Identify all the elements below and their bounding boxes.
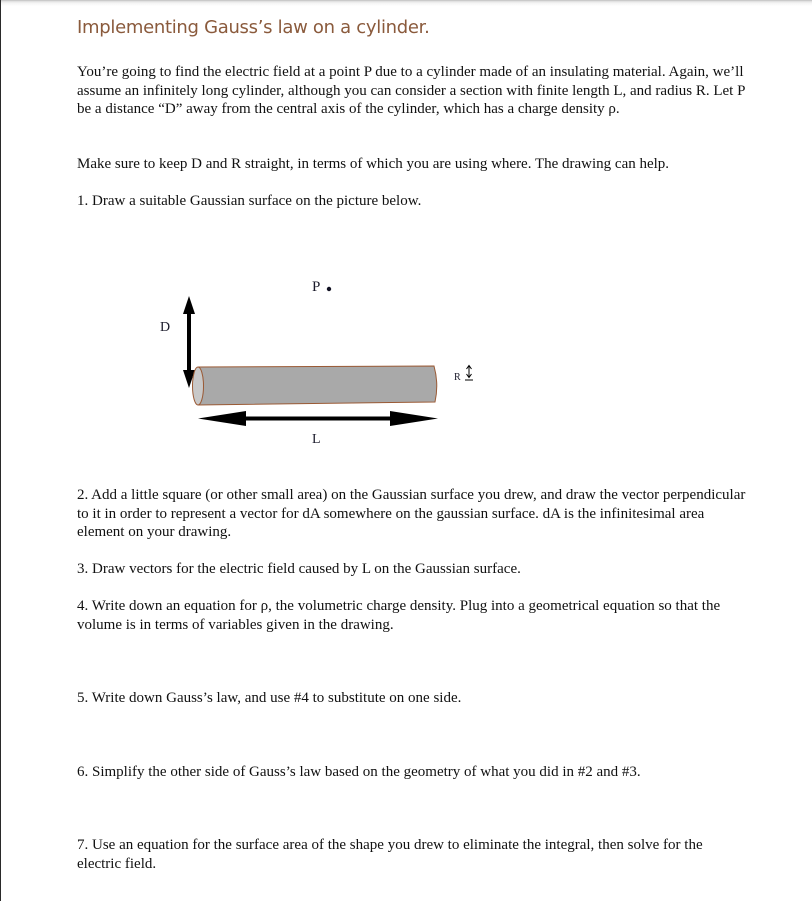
- radius-arrow-icon: [465, 366, 473, 381]
- distance-d-label: D: [160, 320, 171, 335]
- radius-r-label: R: [454, 372, 461, 383]
- point-p-dot: [327, 287, 331, 291]
- step-6: 6. Simplify the other side of Gauss’s law based on the geometry of what you did in #2 and #3.: [77, 764, 641, 780]
- step-7: 7. Use an equation for the surface area of the shape you drew to eliminate the integral, then solve for the electric field.: [77, 837, 703, 872]
- point-p-label: P: [312, 279, 321, 295]
- length-l-label: L: [312, 432, 321, 447]
- note-paragraph: Make sure to keep D and R straight, in terms of which you are using where. The drawing can help.: [77, 156, 670, 172]
- page-top-shadow: [0, 0, 812, 6]
- page-left-edge: [0, 0, 1, 901]
- page-title: Implementing Gauss’s law on a cylinder.: [77, 17, 430, 38]
- cylinder-shape: [193, 366, 437, 405]
- length-arrow-icon: [198, 411, 438, 426]
- step-1: 1. Draw a suitable Gaussian surface on the picture below.: [77, 193, 422, 209]
- cylinder-diagram: [140, 270, 500, 460]
- step-3: 3. Draw vectors for the electric field caused by L on the Gaussian surface.: [77, 561, 521, 577]
- step-2: 2. Add a little square (or other small area) on the Gaussian surface you drew, and draw the vector perpendicular to it in order to represent a vector for dA somewhere on the gaussian surface. dA is the infinitesimal area element on your drawing.: [77, 487, 746, 540]
- intro-paragraph: You’re going to find the electric field at a point P due to a cylinder made of an insulating material. Again, we’ll assume an infinitely long cylinder, although you can consider a section with finite length L, and radius R. Let P be a distance “D” away from the central axis of the cylinder, which has a charge density ρ.: [77, 64, 745, 117]
- step-4: 4. Write down an equation for ρ, the volumetric charge density. Plug into a geometrical equation so that the volume is in terms of variables given in the drawing.: [77, 598, 721, 633]
- step-5: 5. Write down Gauss’s law, and use #4 to substitute on one side.: [77, 690, 462, 706]
